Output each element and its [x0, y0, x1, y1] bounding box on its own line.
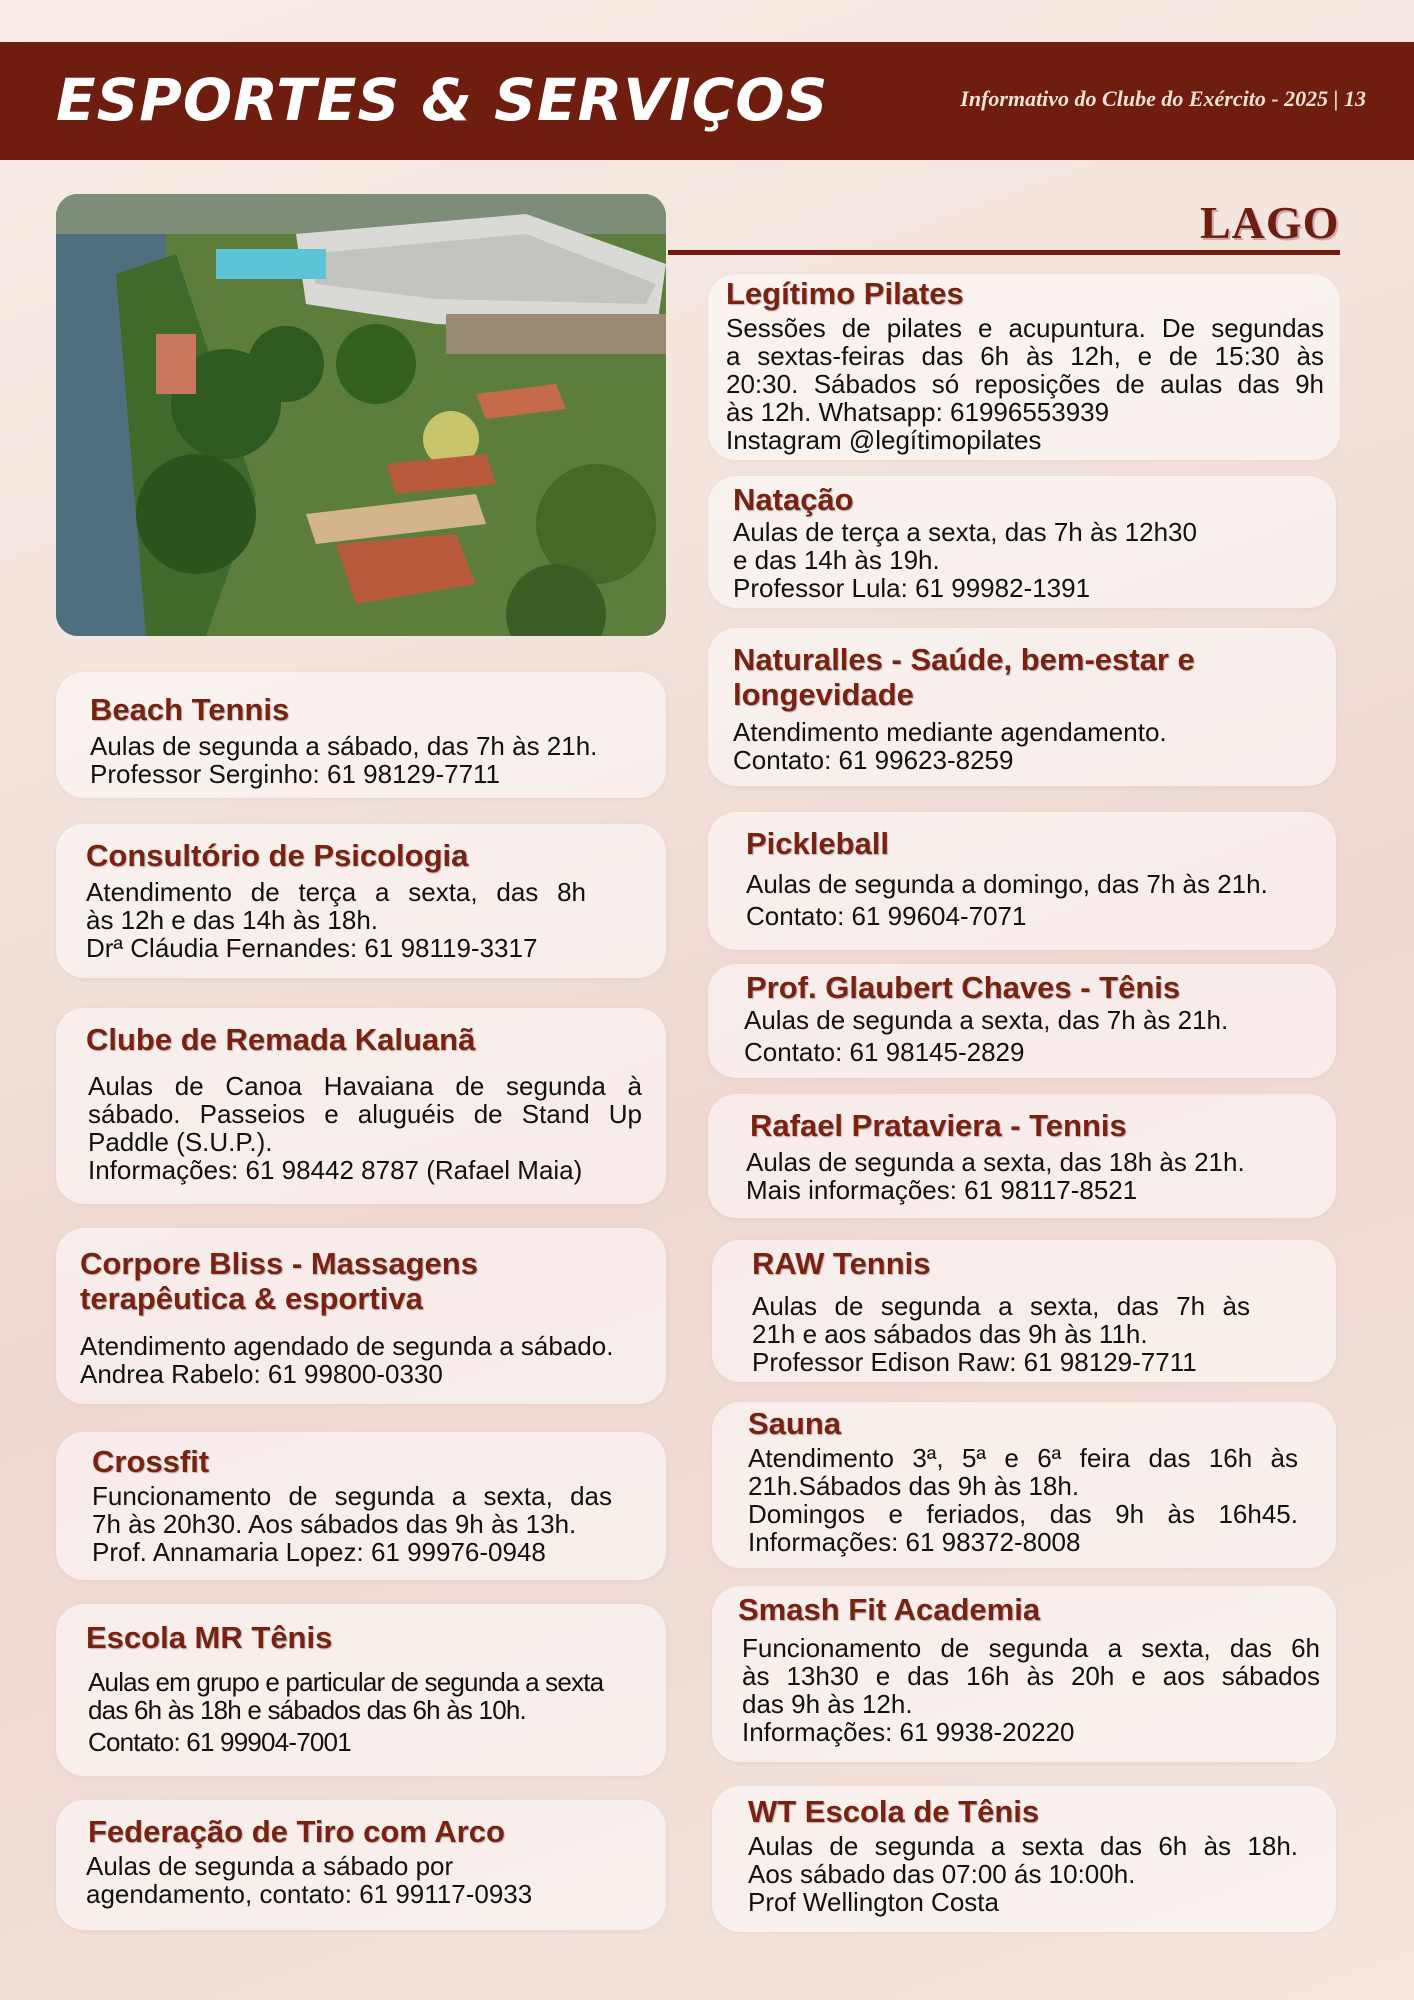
card-line: Aulas de segunda a sexta, das 7h às [752, 1291, 1250, 1321]
card-line: Funcionamento de segunda a sexta, das [92, 1481, 612, 1511]
card-title: RAW Tennis [752, 1246, 931, 1281]
card-body [733, 718, 1167, 774]
card-line: Aulas de segunda a domingo, das 7h às 21h. [746, 869, 1268, 899]
card-line: Drª Cláudia Fernandes: 61 98119-3317 [86, 933, 538, 963]
card-line: Aulas de segunda a sábado por [86, 1851, 454, 1881]
card-body [86, 1852, 532, 1908]
aerial-club-photo [56, 194, 666, 636]
card-rafael-prataviera [708, 1094, 1336, 1218]
card-body [746, 870, 1268, 930]
card-line: Prof Wellington Costa [748, 1887, 999, 1917]
card-line: Aulas em grupo e particular de segunda a sexta [88, 1667, 604, 1697]
card-tiro-com-arco [56, 1800, 666, 1930]
card-line: Prof. Annamaria Lopez: 61 99976-0948 [92, 1537, 546, 1567]
card-title: Smash Fit Academia [738, 1592, 1041, 1627]
card-body [86, 878, 586, 962]
card-line: Aulas de Canoa Havaiana de segunda à [88, 1071, 642, 1101]
card-body [80, 1332, 613, 1388]
card-line: às 12h e das 14h às 18h. [86, 905, 379, 935]
card-line: Informações: 61 98442 8787 (Rafael Maia) [88, 1155, 583, 1185]
card-title: Natação [733, 482, 854, 517]
card-smash-fit [712, 1586, 1336, 1762]
card-line: a sextas-feiras das 6h às 12h, e de 15:30 às [726, 341, 1324, 371]
card-line: Sessões de pilates e acupuntura. De segundas [726, 313, 1324, 343]
card-escola-mr [56, 1604, 666, 1776]
card-line: 7h às 20h30. Aos sábados das 9h às 13h. [92, 1509, 577, 1539]
card-line: às 12h. Whatsapp: 61996553939 [726, 397, 1110, 427]
card-corpore-bliss [56, 1228, 666, 1404]
card-title-line: Naturalles - Saúde, bem-estar e [733, 642, 1195, 677]
card-body [92, 1482, 612, 1566]
card-line: Atendimento agendado de segunda a sábado. [80, 1331, 614, 1361]
card-line: Informações: 61 98372-8008 [748, 1527, 1081, 1557]
card-body [748, 1832, 1298, 1916]
card-line: Aulas de segunda a sexta, das 7h às 21h. [744, 1005, 1229, 1035]
card-body [90, 732, 597, 788]
card-line: e das 14h às 19h. [733, 545, 940, 575]
card-natacao [708, 476, 1336, 608]
card-title-line: Corpore Bliss - Massagens [80, 1246, 478, 1281]
card-glaubert-chaves [708, 964, 1336, 1078]
card-body [88, 1072, 642, 1184]
card-title-line: terapêutica & esportiva [80, 1281, 423, 1316]
card-line: Atendimento 3ª, 5ª e 6ª feira das 16h às [748, 1443, 1298, 1473]
card-wt-escola [712, 1786, 1336, 1932]
card-pickleball [708, 812, 1336, 950]
card-line: sábado. Passeios e aluguéis de Stand Up [88, 1099, 642, 1129]
card-line: Contato: 61 99904-7001 [88, 1727, 351, 1757]
card-line: 21h.Sábados das 9h às 18h. [748, 1471, 1080, 1501]
card-line: Atendimento de terça a sexta, das 8h [86, 877, 586, 907]
newsletter-info: Informativo do Clube do Exército - 2025 | 13 [960, 86, 1366, 111]
card-line: Aulas de segunda a sexta das 6h às 18h. [748, 1831, 1298, 1861]
card-psicologia [56, 824, 666, 978]
card-line: Mais informações: 61 98117-8521 [746, 1175, 1138, 1205]
card-line: 21h e aos sábados das 9h às 11h. [752, 1319, 1148, 1349]
card-line: Domingos e feriados, das 9h às 16h45. [748, 1499, 1298, 1529]
card-naturalles [708, 628, 1336, 786]
card-crossfit [56, 1432, 666, 1580]
card-line: Contato: 61 99604-7071 [746, 901, 1027, 931]
card-line: Paddle (S.U.P.). [88, 1127, 273, 1157]
card-body [733, 518, 1197, 602]
card-legitimo-pilates [708, 274, 1340, 460]
card-title: Consultório de Psicologia [86, 838, 469, 873]
card-raw-tennis [712, 1240, 1336, 1382]
card-title: Sauna [748, 1406, 842, 1441]
card-body [746, 1148, 1245, 1204]
card-line: Aos sábado das 07:00 ás 10:00h. [748, 1859, 1136, 1889]
card-line: das 6h às 18h e sábados das 6h às 10h. [88, 1695, 526, 1725]
card-title: Rafael Prataviera - Tennis [750, 1108, 1127, 1143]
card-title: Legítimo Pilates [726, 276, 964, 311]
section-divider [668, 250, 1340, 255]
card-line: Contato: 61 99623-8259 [733, 745, 1014, 775]
card-line: às 13h30 e das 16h às 20h e aos sábados [742, 1661, 1320, 1691]
card-line: Professor Lula: 61 99982-1391 [733, 573, 1091, 603]
card-body [88, 1668, 603, 1756]
card-line: 20:30. Sábados só reposições de aulas das 9h [726, 369, 1324, 399]
card-remada [56, 1008, 666, 1204]
card-title: Prof. Glaubert Chaves - Tênis [746, 970, 1181, 1005]
card-title: Pickleball [746, 826, 890, 861]
card-line: Informações: 61 9938-20220 [742, 1717, 1075, 1747]
card-line: Andrea Rabelo: 61 99800-0330 [80, 1359, 443, 1389]
card-line: Instagram @legítimopilates [726, 425, 1042, 455]
card-sauna [712, 1402, 1336, 1568]
card-title: WT Escola de Tênis [748, 1794, 1040, 1829]
card-body [748, 1444, 1298, 1556]
card-title: Clube de Remada Kaluanã [86, 1022, 476, 1057]
card-line: Aulas de segunda a sexta, das 18h às 21h. [746, 1147, 1245, 1177]
card-line: agendamento, contato: 61 99117-0933 [86, 1879, 533, 1909]
card-line: Atendimento mediante agendamento. [733, 717, 1167, 747]
page-header [0, 42, 1414, 160]
card-title [80, 1246, 478, 1316]
card-line: Contato: 61 98145-2829 [744, 1037, 1025, 1067]
card-body [742, 1634, 1320, 1746]
card-title: Beach Tennis [90, 692, 290, 727]
card-title: Crossfit [92, 1444, 210, 1479]
card-title [733, 642, 1195, 712]
card-line: Professor Serginho: 61 98129-7711 [90, 759, 501, 789]
card-line: Funcionamento de segunda a sexta, das 6h [742, 1633, 1320, 1663]
card-line: Professor Edison Raw: 61 98129-7711 [752, 1347, 1197, 1377]
card-line: Aulas de segunda a sábado, das 7h às 21h. [90, 731, 598, 761]
section-title-lago: LAGO [1200, 197, 1340, 248]
card-body [744, 1006, 1228, 1066]
card-body [726, 314, 1324, 454]
card-line: Aulas de terça a sexta, das 7h às 12h30 [733, 517, 1197, 547]
card-beach-tennis [56, 672, 666, 798]
page-title: ESPORTES & SERVIÇOS [56, 66, 829, 134]
card-title: Federação de Tiro com Arco [88, 1814, 505, 1849]
card-body [752, 1292, 1250, 1376]
card-title-line: longevidade [733, 677, 914, 712]
card-line: das 9h às 12h. [742, 1689, 913, 1719]
card-title: Escola MR Tênis [86, 1620, 333, 1655]
